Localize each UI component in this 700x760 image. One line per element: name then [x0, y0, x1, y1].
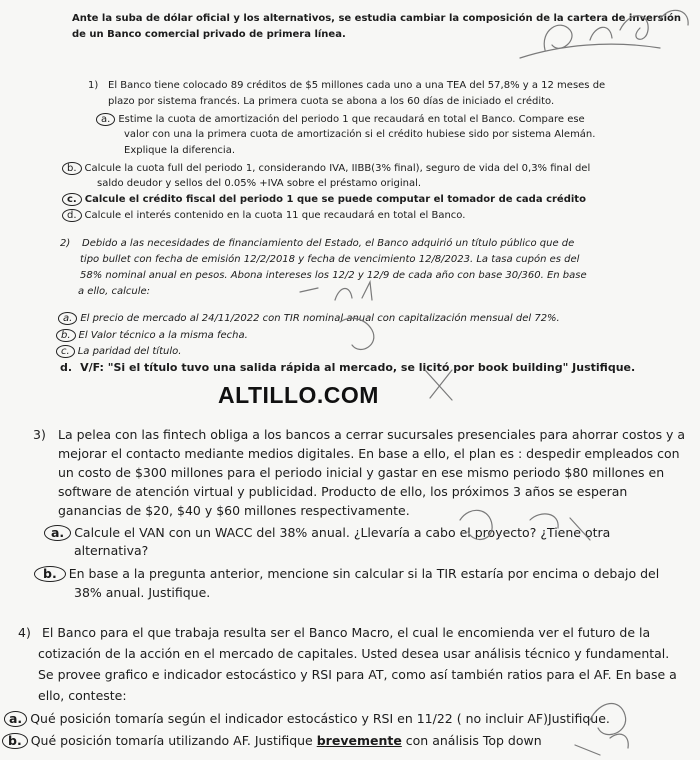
q1-a-line-2: valor con una la primera cuota de amortización si el crédito hubiese sido por sistema Alemán.: [124, 129, 596, 140]
q4-line-4: ello, conteste:: [38, 688, 127, 703]
q1-b-line-2: saldo deudor y sellos del 0.05% +IVA sobre el préstamo original.: [97, 178, 422, 189]
watermark-logo: ALTILLO.COM: [218, 382, 379, 408]
q4-item-b: [2, 733, 542, 749]
intro-line-1: Ante la suba de dólar oficial y los alternativos, se estudia cambiar la composición de la cartera de inversión: [72, 13, 682, 24]
q1-item-a: [96, 113, 585, 126]
q4-line-3: Se provee grafico e indicador estocástico y RSI para AT, como así también ratios para el AF. En base a: [38, 667, 677, 682]
q3-a-letter: a.: [44, 525, 71, 541]
q3-b-line-2: 38% anual. Justifique.: [74, 585, 211, 600]
q1-number: 1): [88, 80, 99, 91]
q2-c-text: La paridad del título.: [77, 346, 182, 357]
q1-item-c: [62, 193, 586, 206]
q3-b-line-1: En base a la pregunta anterior, mencione sin calcular si la TIR estaría por encima o debajo del: [68, 566, 660, 581]
q2-item-c: [56, 345, 181, 358]
q2-b-letter: b.: [56, 329, 76, 342]
pencil-scribble-q2-1: [300, 282, 372, 300]
q2-d-letter: d.: [60, 361, 73, 374]
q4-b-emphasis: brevemente: [316, 733, 402, 748]
q3-item-b: [34, 566, 659, 582]
q1-b-line-1: Calcule la cuota full del periodo 1, considerando IVA, IIBB(3% final), seguro de vida del 0,3% final del: [84, 163, 591, 174]
q2-b-text: El Valor técnico a la misma fecha.: [78, 330, 248, 341]
q4-number: 4): [18, 625, 31, 640]
q4-b-letter: b.: [2, 733, 28, 749]
q2-d-text: V/F: "Si el título tuvo una salida rápida al mercado, se licitó por book building" Justifique.: [80, 361, 636, 374]
q2-a-letter: a.: [58, 312, 77, 325]
q1-a-line-1: Estime la cuota de amortización del periodo 1 que recaudará en total el Banco. Compare ese: [118, 114, 585, 125]
q1-b-letter: b.: [62, 162, 82, 175]
q1-a-line-3: Explique la diferencia.: [124, 145, 236, 156]
q3-line-5: ganancias de $20, $40 y $60 millones respectivamente.: [58, 503, 410, 518]
q2-item-a: [58, 312, 560, 325]
q3-line-4: software de atención virtual y publicidad. Producto de ello, los próximos 3 años se esperan: [58, 484, 628, 499]
q1-line-1: El Banco tiene colocado 89 créditos de $5 millones cada uno a una TEA del 57,8% y a 12 meses de: [108, 80, 606, 91]
intro-line-2: de un Banco comercial privado de primera línea.: [72, 29, 346, 40]
q1-item-d: [62, 209, 465, 222]
q1-d-line-1: Calcule el interés contenido en la cuota 11 que recaudará en total el Banco.: [84, 210, 466, 221]
q4-a-letter: a.: [4, 711, 27, 727]
q4-b-text-after: con análisis Top down: [401, 733, 542, 748]
q3-number: 3): [33, 427, 46, 442]
q1-item-b: [62, 162, 590, 175]
q2-line-3: 58% nominal anual en pesos. Abona intereses los 12/2 y 12/9 de cada año con base 30/360. En base: [80, 270, 587, 281]
q3-line-3: un costo de $300 millones para el periodo inicial y gastar en ese mismo periodo $80 millones en: [58, 465, 665, 480]
q3-a-line-2: alternativa?: [74, 543, 149, 558]
q2-line-2: tipo bullet con fecha de emisión 12/2/2018 y fecha de vencimiento 12/8/2023. La tasa cupón es del: [80, 254, 580, 265]
q2-line-1: Debido a las necesidades de financiamiento del Estado, el Banco adquirió un título público que de: [82, 238, 575, 249]
q2-line-4: a ello, calcule:: [78, 286, 151, 297]
q3-line-1: La pelea con las fintech obliga a los bancos a cerrar sucursales presenciales para ahorrar costos y a: [58, 427, 686, 442]
q3-b-letter: b.: [34, 566, 66, 582]
q1-c-letter: c.: [62, 193, 82, 206]
q2-item-d: [60, 362, 635, 375]
q4-a-text: Qué posición tomaría según el indicador estocástico y RSI en 11/22 ( no incluir AF)Justifique.: [30, 711, 610, 726]
q2-number: 2): [60, 238, 71, 249]
q1-c-line-1: Calcule el crédito fiscal del periodo 1 que se puede computar el tomador de cada crédito: [84, 194, 586, 205]
q2-item-b: [56, 329, 248, 342]
q1-d-letter: d.: [62, 209, 82, 222]
q1-line-2: plazo por sistema francés. La primera cuota se abona a los 60 días de iniciado el crédito.: [108, 96, 555, 107]
q4-line-2: cotización de la acción en el mercado de capitales. Usted desea usar análisis técnico y fundamental.: [38, 646, 670, 661]
q2-a-text: El precio de mercado al 24/11/2022 con TIR nominal anual con capitalización mensual del 72%.: [80, 313, 560, 324]
q4-line-1: El Banco para el que trabaja resulta ser el Banco Macro, el cual le encomienda ver el futuro de la: [42, 625, 651, 640]
q3-a-line-1: Calcule el VAN con un WACC del 38% anual. ¿Llevaría a cabo el proyecto? ¿Tiene otra: [74, 525, 611, 540]
q3-line-2: mejorar el contacto mediante medios digitales. En base a ello, el plan es : despedir empleados con: [58, 446, 680, 461]
q3-item-a: [44, 525, 610, 541]
q1-a-letter: a.: [96, 113, 115, 126]
q4-b-text-before: Qué posición tomaría utilizando AF. Justifique: [30, 733, 317, 748]
q2-c-letter: c.: [56, 345, 75, 358]
q4-item-a: [4, 711, 610, 727]
